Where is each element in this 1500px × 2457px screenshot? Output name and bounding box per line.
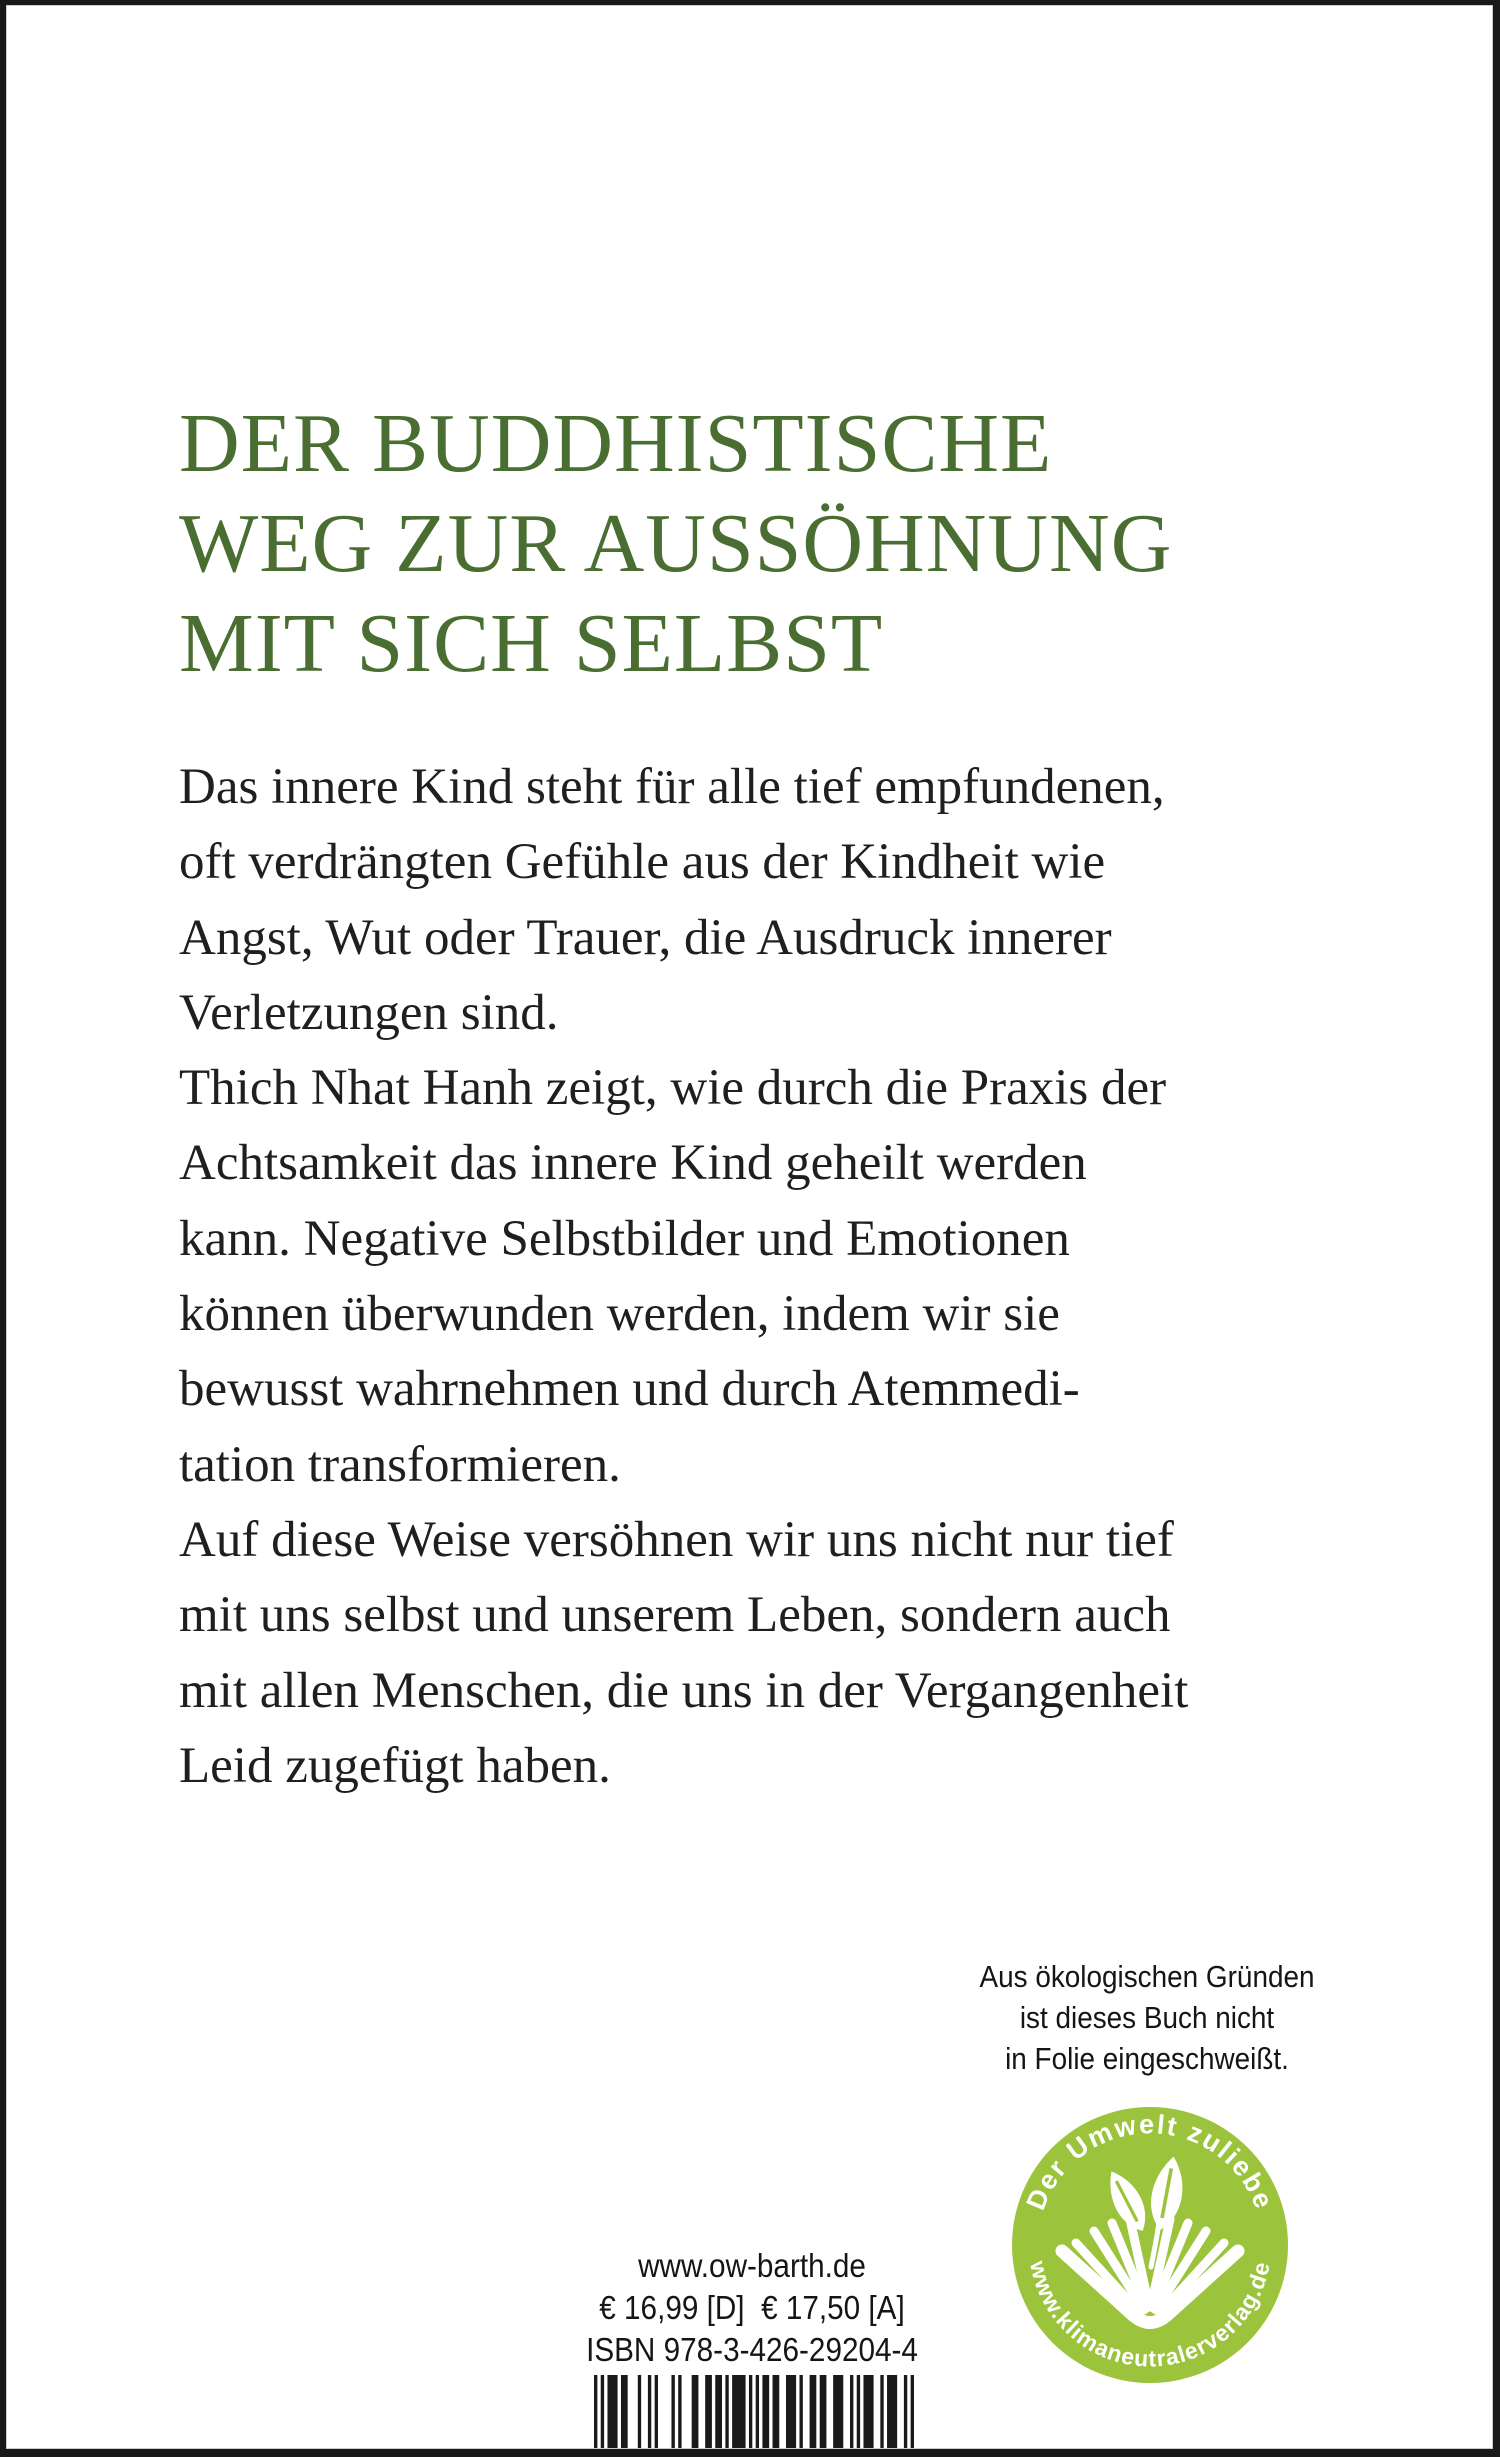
blurb-line: Das innere Kind steht für alle tief empfundenen,	[179, 759, 1165, 815]
eco-note-line: ist dieses Buch nicht	[1019, 2000, 1275, 2035]
headline-line: MIT SICH SELBST	[179, 597, 884, 690]
climate-neutral-badge	[1012, 2107, 1288, 2383]
eco-note-line: in Folie eingeschweißt.	[1005, 2041, 1289, 2076]
blurb-line: Thich Nhat Hanh zeigt, wie durch die Praxis der	[179, 1060, 1167, 1117]
badge-top-text: Der Umwelt zuliebe	[1020, 2109, 1280, 2215]
blurb-line: können überwunden werden, indem wir sie	[179, 1286, 1060, 1343]
headline-line: WEG ZUR AUSSÖHNUNG	[179, 497, 1173, 590]
isbn-line: ISBN 978-3-426-29204-4	[586, 2331, 918, 2368]
price-line: € 16,99 [D] € 17,50 [A]	[599, 2289, 905, 2326]
blurb-line: Auf diese Weise versöhnen wir uns nicht nur tief	[179, 1511, 1174, 1568]
blurb-line: tation transformieren.	[179, 1436, 621, 1493]
blurb-line: Angst, Wut oder Trauer, die Ausdruck innerer	[179, 909, 1112, 966]
blurb-line: kann. Negative Selbstbilder und Emotionen	[179, 1210, 1070, 1267]
blurb-line: mit allen Menschen, die uns in der Vergangenheit	[179, 1662, 1189, 1719]
badge-circle	[1012, 2107, 1288, 2383]
headline	[179, 394, 1172, 694]
blurb	[179, 750, 1188, 1804]
blurb-line: mit uns selbst und unserem Leben, sondern auch	[179, 1587, 1171, 1644]
publisher-url: www.ow-barth.de	[638, 2247, 866, 2284]
eco-note-line: Aus ökologischen Gründen	[979, 1959, 1315, 1994]
eco-note	[922, 1956, 1372, 2079]
blurb-line: Leid zugefügt haben.	[179, 1737, 611, 1794]
blurb-line: Achtsamkeit das innere Kind geheilt werden	[179, 1135, 1087, 1192]
blurb-line: bewusst wahrnehmen und durch Atemmedi-	[179, 1361, 1080, 1418]
badge-bottom-text: www.klimaneutralerverlag.de	[1025, 2258, 1275, 2372]
footer-info	[527, 2245, 977, 2371]
blurb-line: Verletzungen sind.	[179, 984, 559, 1041]
blurb-line: oft verdrängten Gefühle aus der Kindheit wie	[179, 834, 1106, 891]
barcode	[594, 2375, 914, 2449]
headline-line: DER BUDDHISTISCHE	[179, 397, 1053, 490]
